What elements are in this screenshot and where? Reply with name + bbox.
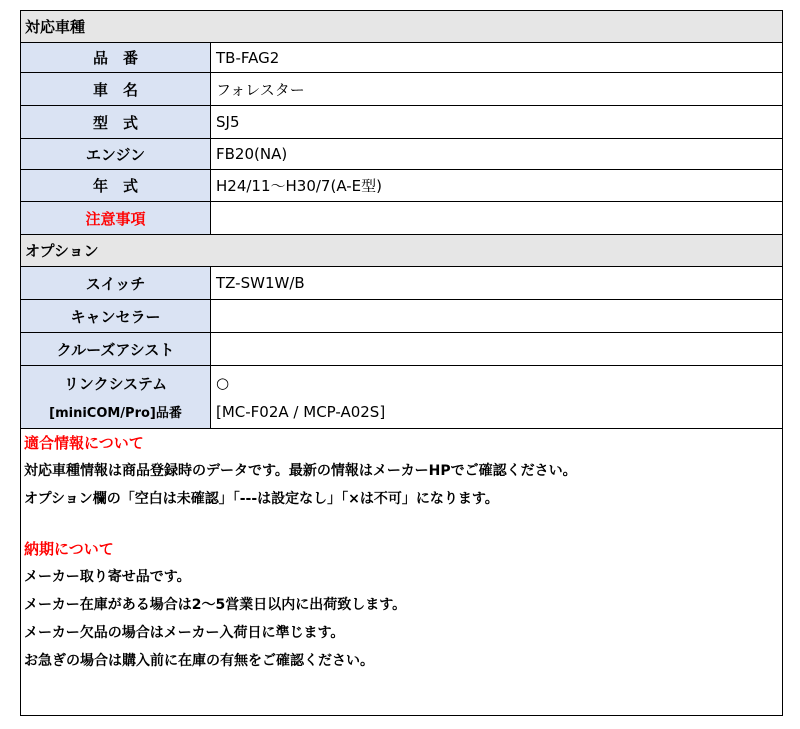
- row-label: 型 式: [21, 106, 211, 138]
- row-label: クルーズアシスト: [21, 333, 211, 365]
- row-label: [21, 366, 211, 428]
- spacer: [24, 513, 782, 535]
- delivery-heading: 納期について: [24, 540, 114, 558]
- compatibility-table: [20, 10, 783, 716]
- minicom-value: [MC-F02A / MCP-A02S]: [216, 402, 386, 421]
- row-switch: [21, 267, 782, 300]
- row-value: フォレスター: [216, 80, 305, 99]
- row-label: 注意事項: [21, 202, 211, 234]
- row-value: [216, 366, 385, 428]
- compat-info-line: 対応車種情報は商品登録時のデータです。最新の情報はメーカーHPでご確認ください。: [24, 463, 577, 479]
- row-label: 年 式: [21, 170, 211, 201]
- row-value: H24/11〜H30/7(A-E型): [216, 177, 382, 195]
- section-header-option: [21, 235, 782, 267]
- row-value: TB-FAG2: [216, 48, 280, 67]
- row-value: TZ-SW1W/B: [216, 274, 305, 292]
- row-model-year: [21, 170, 782, 202]
- row-model-code: [21, 106, 782, 139]
- row-value: FB20(NA): [216, 145, 288, 163]
- row-label: スイッチ: [21, 267, 211, 299]
- delivery-line: お急ぎの場合は購入前に在庫の有無をご確認ください。: [24, 653, 374, 669]
- row-part-number: [21, 43, 782, 73]
- row-cruise-assist: [21, 333, 782, 366]
- minicom-label: [miniCOM/Pro]品番: [49, 406, 182, 421]
- link-system-label: リンクシステム: [63, 375, 168, 393]
- row-label: エンジン: [21, 139, 211, 169]
- delivery-line: メーカー取り寄せ品です。: [24, 569, 191, 585]
- notes-block: [21, 429, 782, 675]
- delivery-line: メーカー欠品の場合はメーカー入荷日に準じます。: [24, 625, 345, 641]
- row-label: 車 名: [21, 73, 211, 105]
- row-value: SJ5: [216, 113, 240, 131]
- link-system-value: ○: [216, 373, 230, 392]
- section-title: オプション: [25, 242, 99, 260]
- row-link-system: [21, 366, 782, 429]
- row-engine: [21, 139, 782, 170]
- section-header-compat: [21, 11, 782, 43]
- row-label: キャンセラー: [21, 300, 211, 332]
- compat-info-line: オプション欄の「空白は未確認」「---は設定なし」「×は不可」になります。: [24, 491, 499, 507]
- row-car-name: [21, 73, 782, 106]
- compat-info-heading: 適合情報について: [24, 434, 144, 452]
- delivery-line: メーカー在庫がある場合は2〜5営業日以内に出荷致します。: [24, 597, 407, 613]
- row-label: 品 番: [21, 43, 211, 72]
- section-title: 対応車種: [25, 18, 86, 36]
- row-canceller: [21, 300, 782, 333]
- row-notes: [21, 202, 782, 235]
